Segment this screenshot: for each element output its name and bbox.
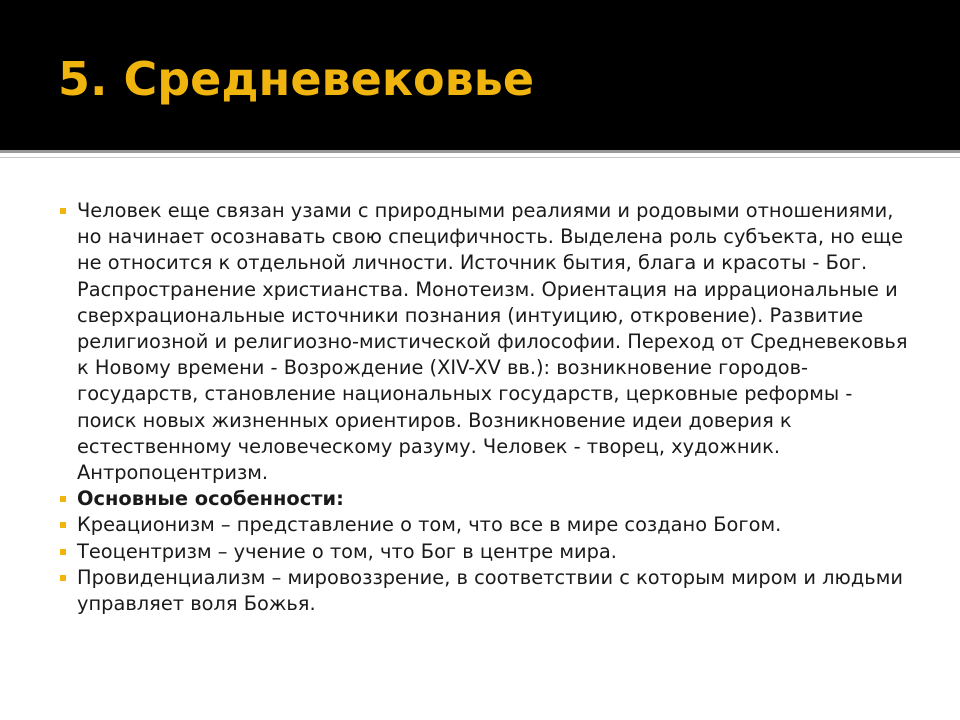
divider-line-thin	[0, 157, 960, 158]
list-item	[58, 512, 918, 538]
list-item	[58, 539, 918, 565]
list-item-text: Теоцентризм – учение о том, что Бог в центре мира.	[77, 539, 617, 563]
square-bullet-icon	[60, 549, 66, 555]
square-bullet-icon	[60, 575, 66, 581]
list-item-text: Провиденциализм – мировоззрение, в соответствии с которым миром и людьми управляет воля Божья.	[77, 565, 903, 616]
divider-line	[0, 150, 960, 153]
list-item	[58, 486, 918, 512]
bullet-list	[58, 198, 918, 617]
title-band	[0, 0, 960, 150]
square-bullet-icon	[60, 522, 66, 528]
list-item-text: Человек еще связан узами с природными реалиями и родовыми отношениями, но начинает осознавать свою специфичность. Выделена роль субъекта, но еще не относится к отдельной личности. Источник бытия, блага и красоты - Бог. Распространение христианства. Монотеизм. Ориентация на иррациональные и сверхрациональные источники познания (интуицию, откровение). Развитие религиозной и религиозно-мистической философии. Переход от Средневековья к Новому времени - Возрождение (XIV-XV вв.): возникновение городов-государств, становление национальных государств, церковные реформы - поиск новых жизненных ориентиров. Возникновение идеи доверия к естественному человеческому разуму. Человек - творец, художник. Антропоцентризм.	[77, 199, 908, 485]
square-bullet-icon	[60, 496, 66, 502]
list-item	[58, 198, 918, 486]
list-item	[58, 565, 918, 617]
section-heading: Основные особенности:	[77, 487, 344, 511]
slide-title: 5. Средневековье	[58, 52, 535, 106]
list-item-text: Креационизм – представление о том, что все в мире создано Богом.	[77, 513, 782, 537]
square-bullet-icon	[60, 208, 66, 214]
